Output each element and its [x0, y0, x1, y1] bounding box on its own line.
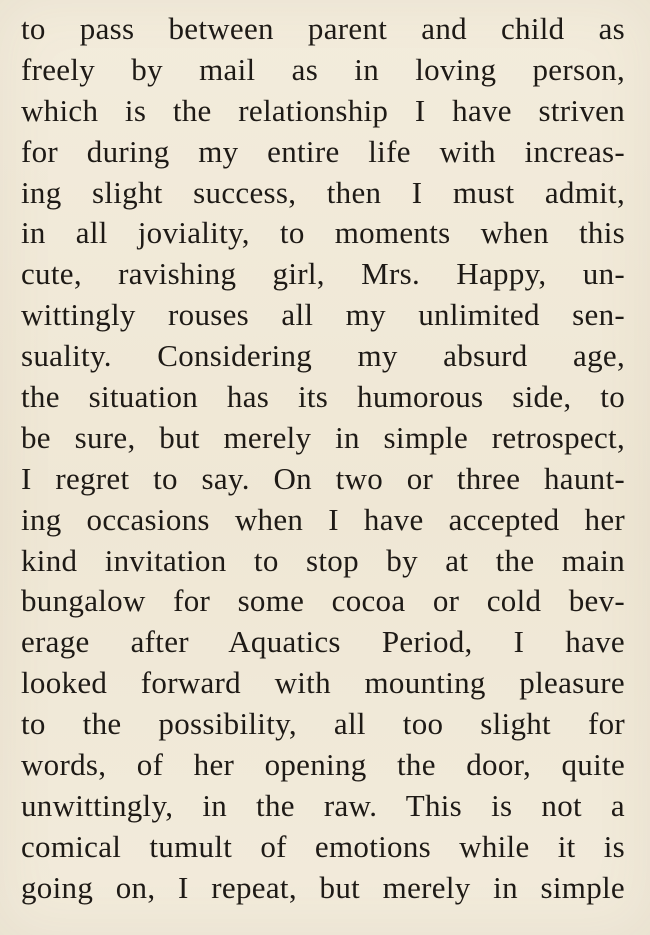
text-line: bungalow for some cocoa or cold bev- — [21, 583, 625, 619]
text-line: the situation has its humorous side, to — [21, 379, 625, 415]
text-line: erage after Aquatics Period, I have — [21, 624, 625, 660]
text-line: comical tumult of emotions while it is — [21, 828, 625, 864]
text-line: freely by mail as in loving person, — [21, 51, 625, 87]
text-line: going on, I repeat, but merely in simple — [21, 869, 625, 905]
text-line: be sure, but merely in simple retrospect, — [21, 419, 625, 455]
text-line: suality. Considering my absurd age, — [21, 338, 625, 374]
text-line: to the possibility, all too slight for — [21, 706, 625, 742]
text-line: for during my entire life with increas- — [21, 133, 625, 169]
text-line: in all joviality, to moments when this — [21, 215, 625, 251]
text-line: to pass between parent and child as — [21, 11, 625, 46]
text-line: looked forward with mounting pleasure — [21, 665, 625, 701]
text-line: cute, ravishing girl, Mrs. Happy, un- — [21, 256, 625, 292]
text-line: ing slight success, then I must admit, — [21, 174, 625, 210]
text-line: I regret to say. On two or three haunt- — [21, 460, 625, 496]
text-line: wittingly rouses all my unlimited sen- — [21, 297, 625, 333]
text-line: which is the relationship I have striven — [21, 92, 625, 128]
text-line: unwittingly, in the raw. This is not a — [21, 787, 625, 823]
text-line: kind invitation to stop by at the main — [21, 542, 625, 578]
text-line: ing occasions when I have accepted her — [21, 501, 625, 537]
text-line: words, of her opening the door, quite — [21, 747, 625, 783]
body-text — [21, 9, 625, 909]
